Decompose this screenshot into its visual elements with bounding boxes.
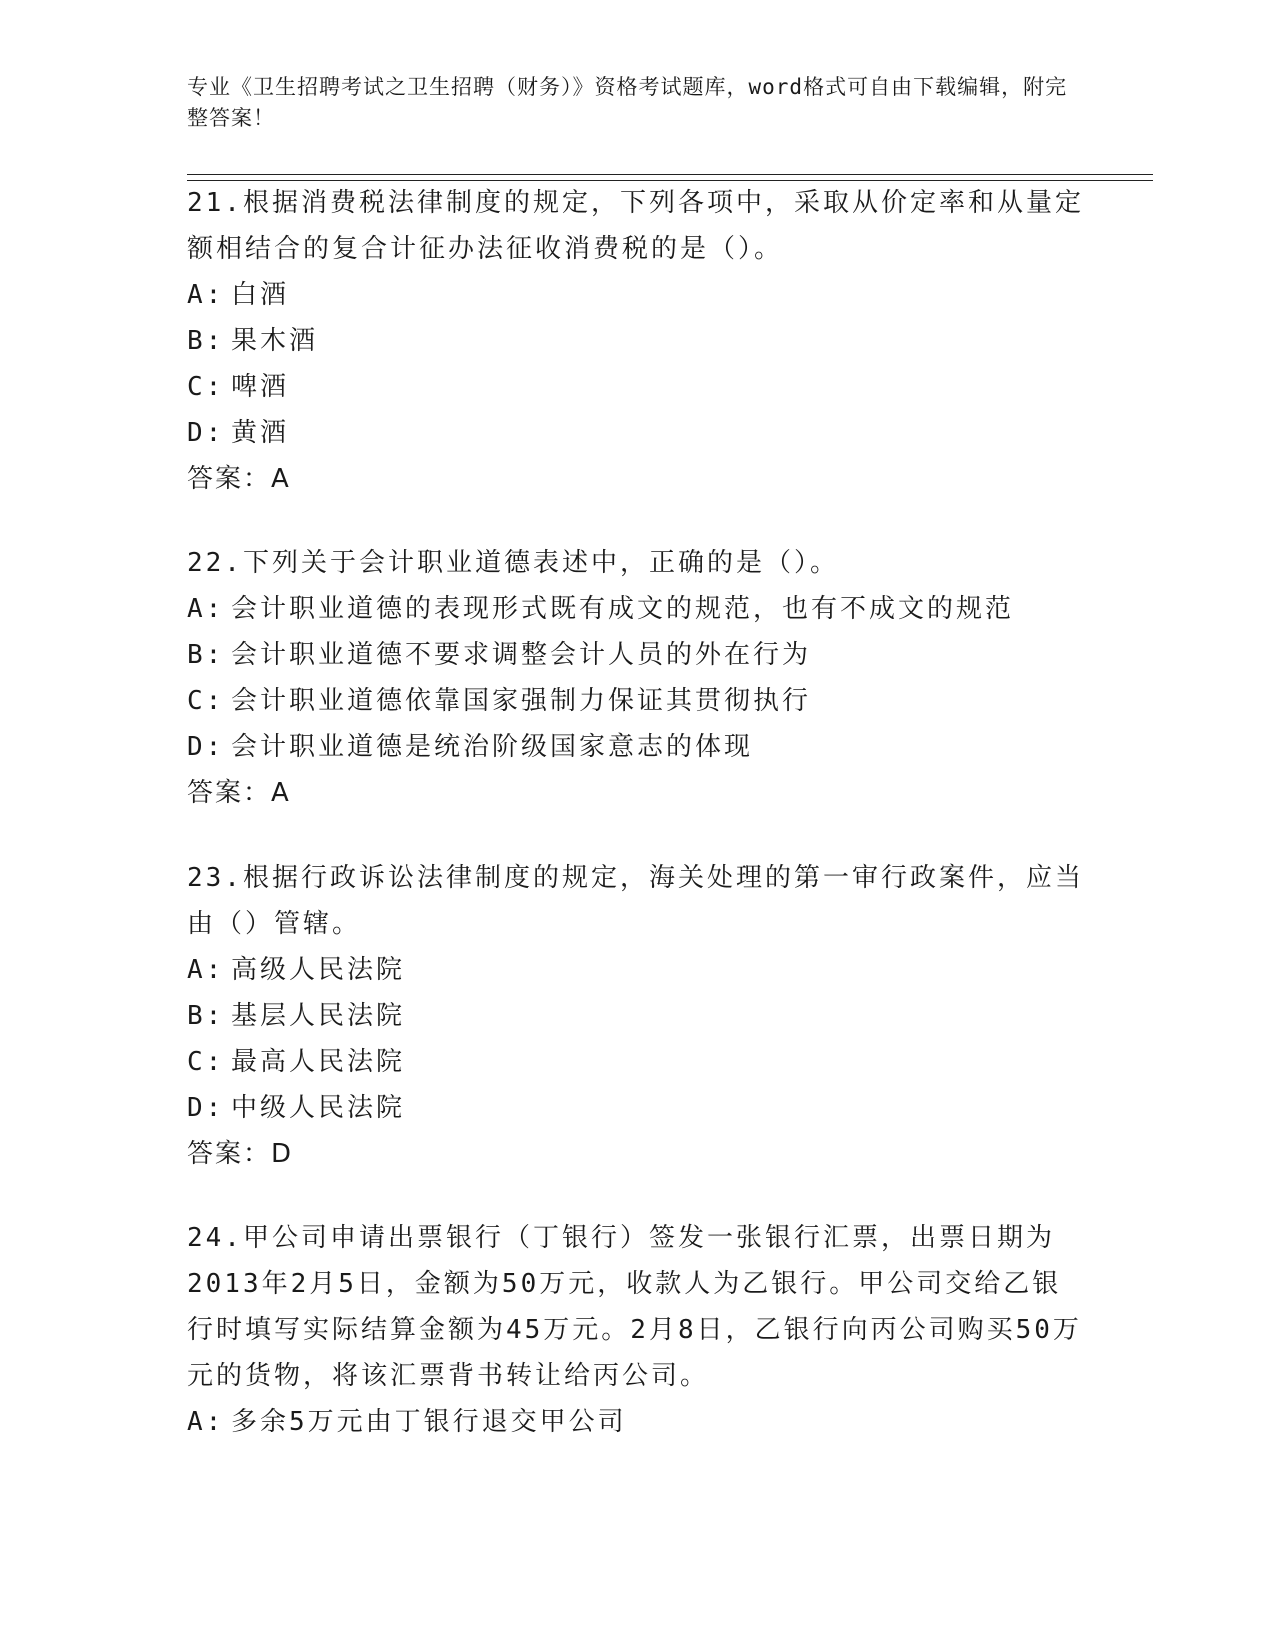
option-letter: D: (187, 732, 225, 762)
option-letter: A: (187, 280, 225, 310)
option-letter: A: (187, 955, 225, 985)
answer-line: 答案：D (187, 1139, 294, 1169)
option-letter: D: (187, 418, 225, 448)
option-letter: C: (187, 686, 225, 716)
option-text: 果木酒 (231, 326, 319, 356)
question-text: 21.根据消费税法律制度的规定，下列各项中，采取从价定率和从量定额相结合的复合计征办法征收消费税的是（）。 (187, 188, 1084, 264)
option-text: 会计职业道德的表现形式既有成文的规范，也有不成文的规范 (231, 594, 1015, 624)
option-a (187, 272, 1087, 318)
question-text: 23.根据行政诉讼法律制度的规定，海关处理的第一审行政案件，应当由（）管辖。 (187, 863, 1084, 939)
option-text: 中级人民法院 (231, 1093, 406, 1123)
question-22 (187, 540, 1087, 816)
question-24 (187, 1215, 1087, 1445)
header-divider (187, 174, 1153, 175)
option-c (187, 364, 1087, 410)
option-text: 黄酒 (231, 418, 290, 448)
option-letter: A: (187, 594, 225, 624)
option-text: 会计职业道德不要求调整会计人员的外在行为 (231, 640, 812, 670)
option-c (187, 678, 1087, 724)
option-text: 啤酒 (231, 372, 290, 402)
option-letter: D: (187, 1093, 225, 1123)
option-text: 会计职业道德是统治阶级国家意志的体现 (231, 732, 754, 762)
option-text: 最高人民法院 (231, 1047, 406, 1077)
option-b (187, 318, 1087, 364)
option-letter: C: (187, 1047, 225, 1077)
option-text: 基层人民法院 (231, 1001, 406, 1031)
question-text: 22.下列关于会计职业道德表述中，正确的是（）。 (187, 548, 839, 578)
option-a (187, 586, 1087, 632)
option-text: 多余5万元由丁银行退交甲公司 (231, 1407, 627, 1437)
option-b (187, 632, 1087, 678)
option-a (187, 947, 1087, 993)
option-letter: B: (187, 326, 225, 356)
option-d (187, 1085, 1087, 1131)
option-a (187, 1399, 1087, 1445)
option-d (187, 410, 1087, 456)
document-header: 专业《卫生招聘考试之卫生招聘（财务）》资格考试题库，word格式可自由下载编辑，附完整答案！ (187, 75, 1068, 130)
option-c (187, 1039, 1087, 1085)
option-text: 会计职业道德依靠国家强制力保证其贯彻执行 (231, 686, 812, 716)
option-d (187, 724, 1087, 770)
option-letter: B: (187, 640, 225, 670)
answer-line: 答案：A (187, 778, 291, 808)
option-letter: B: (187, 1001, 225, 1031)
option-letter: C: (187, 372, 225, 402)
option-text: 白酒 (231, 280, 290, 310)
question-text: 24.甲公司申请出票银行（丁银行）签发一张银行汇票，出票日期为2013年2月5日，金额为50万元，收款人为乙银行。甲公司交给乙银行时填写实际结算金额为45万元。2月8日，乙银行向丙公司购买50万元的货物，将该汇票背书转让给丙公司。 (187, 1223, 1082, 1391)
answer-line: 答案：A (187, 464, 291, 494)
question-23 (187, 855, 1087, 1177)
option-letter: A: (187, 1407, 225, 1437)
option-text: 高级人民法院 (231, 955, 406, 985)
option-b (187, 993, 1087, 1039)
question-21 (187, 180, 1087, 502)
